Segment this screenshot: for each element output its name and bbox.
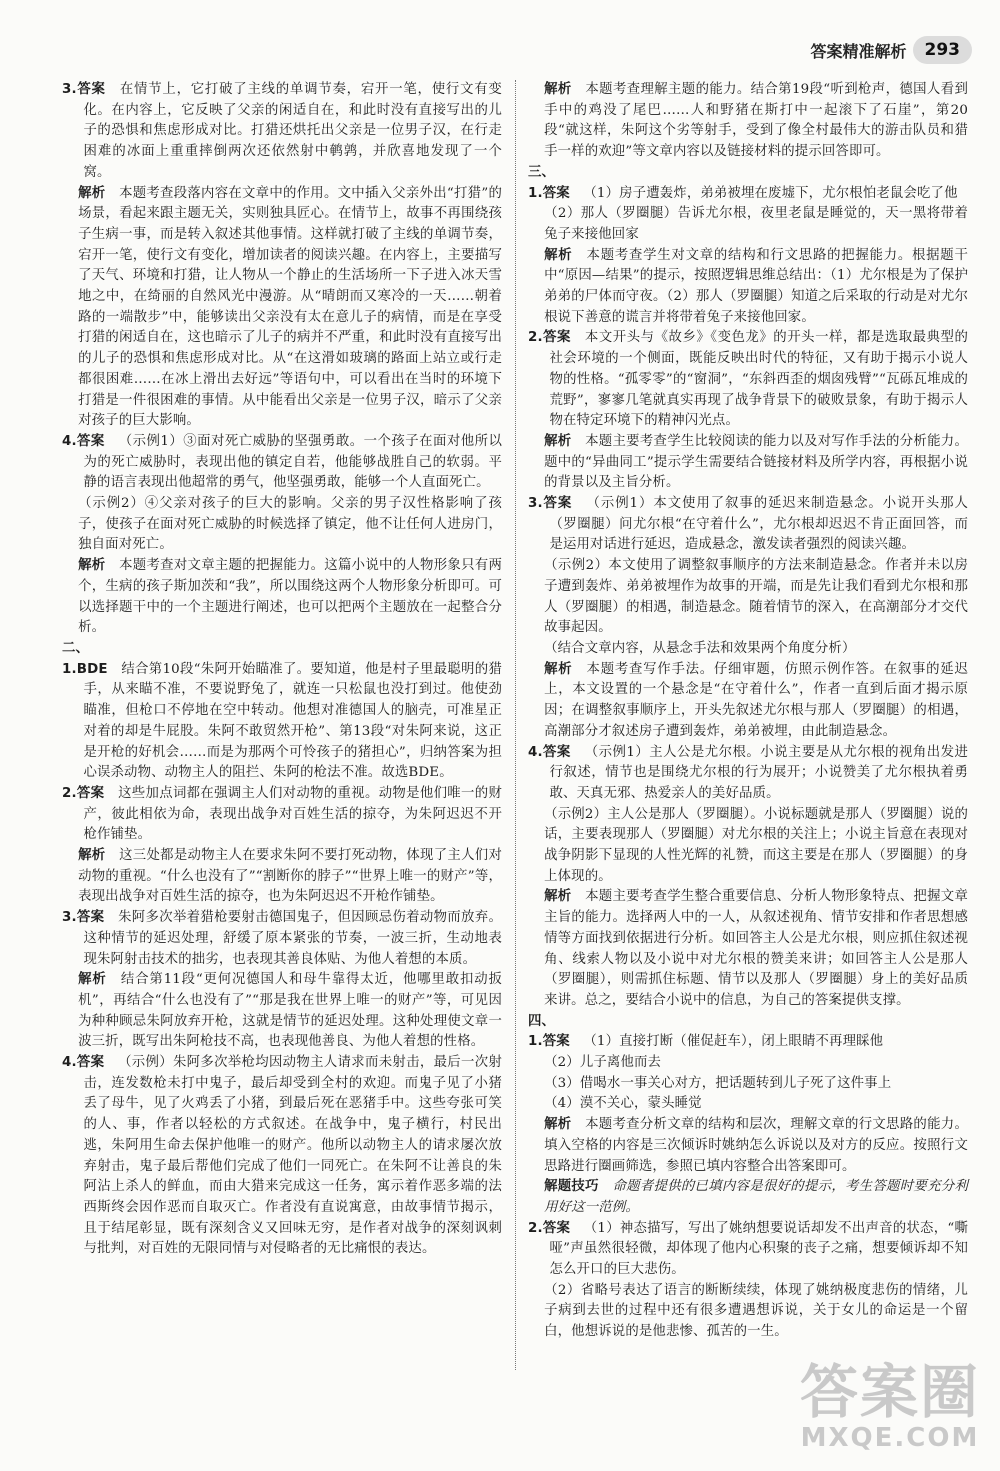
item-number: 2. — [528, 330, 543, 346]
tip-label: 解题技巧 — [544, 1179, 599, 1195]
analysis-label: 解析 — [544, 247, 573, 263]
section-heading: 三、 — [528, 164, 556, 180]
answer-item — [528, 1219, 968, 1281]
item-text: （示例1）本文使用了叙事的延迟来制造悬念。小说开头那人（罗圈腿）问尤尔根“在守着什么”，尤尔根却迟迟不肯正面回答，而是运用对话进行延迟，造成悬念，激发读者强烈的阅读兴趣。 — [549, 496, 968, 553]
answer-continuation: （示例2）④父亲对孩子的巨大的影响。父亲的男子汉性格影响了孩子，使孩子在面对死亡威胁的时候选择了镇定，他不让任何人进房门，独自面对死亡。 — [78, 496, 502, 553]
answer-item — [528, 1032, 968, 1053]
item-label: 答案 — [76, 785, 105, 801]
analysis-text: 本题考查段落内容在文章中的作用。文中插入父亲外出“打猎”的场景，看起来跟主题无关，实则独具匠心。在情节上，故事不再围绕孩子生病一事，而是转入叙述其他事情。这样就打破了主线的单调节奏，宕开一笔，使行文有变化，增加读者的阅读兴趣。在内容上，主要描写了天气、环境和打猎，让人物从一个静止的生活场所一下子进入冰天雪地之中，在绮丽的自然风光中漫游。从“晴朗而又寒冷的一天……朝着路的一端散步”中，能够读出父亲没有太在意儿子的病情，而是在享受打猎的闲适自在，这也暗示了儿子的病并不严重，和此时没有直接写出的儿子的恐惧和焦虑形成对比。从“在这滑如玻璃的路面上站立或行走都很困难……在冰上滑出去好远”等语句中，可以看出在当时的环境下打猎是一件很困难的事情。从中能看出父亲是一位男子汉，暗示了父亲对孩子的巨大影响。 — [78, 185, 502, 429]
item-text: （1）神态描写，写出了姚纳想要说话却发不出声音的状态，“嘶哑”声虽然很轻微，却体现了他内心积聚的丧子之痛，想要倾诉却不知怎么开口的巨大悲伤。 — [549, 1220, 968, 1278]
item-label: 答案 — [542, 1220, 571, 1236]
analysis-block — [62, 556, 502, 639]
answer-continuation: （结合文章内容，从悬念手法和效果两个角度分析） — [544, 640, 856, 656]
analysis-block — [528, 660, 968, 743]
left-column — [62, 80, 502, 1260]
section-heading: 四、 — [528, 1013, 556, 1029]
item-label: 答案 — [542, 744, 571, 760]
answer-item — [62, 432, 502, 494]
analysis-text: 本题考查学生对文章的结构和行文思路的把握能力。根据题干中“原因—结果”的提示，按照逻辑思维总结出：（1）尤尔根是为了保护弟弟的尸体而守夜。（2）那人（罗圈腿）知道之后采取的行动是对尤尔根说下善意的谎言并将带着兔子来接他回家。 — [544, 247, 968, 325]
analysis-text: 本题考查分析文章的结构和层次，理解文章的行文思路的能力。填入空格的内容是三次倾诉时姚纳怎么诉说以及对方的反应。按照行文思路进行圈画筛选，参照已填内容整合出答案即可。 — [544, 1117, 968, 1174]
watermark — [799, 1358, 980, 1453]
item-number: 3. — [62, 910, 77, 926]
tip-text: 命题者提供的已填内容是很好的提示，考生答题时要充分利用好这一范例。 — [544, 1179, 968, 1215]
item-text: 朱阿多次举着猎枪要射击德国鬼子，但因顾忌伤着动物而放弃。这种情节的延迟处理，舒缓了原本紧张的节奏，一波三折，生动地表现朱阿射击技术的拙劣，也表现其善良体贴、为他人着想的本质。 — [83, 910, 502, 967]
analysis-block — [528, 887, 968, 1011]
item-label: 答案 — [542, 185, 570, 201]
analysis-text: 本题考查对文章主题的把握能力。这篇小说中的人物形象只有两个，生病的孩子斯加茨和“我”，所以围绕这两个人物形象分析即可。可以选择题干中的一个主题进行阐述，也可以把两个主题放在一起整合分析。 — [78, 558, 502, 636]
answer-item — [62, 1053, 502, 1260]
analysis-block — [62, 846, 502, 908]
section-heading: 二、 — [62, 640, 90, 656]
analysis-text: 本题主要考查学生比较阅读的能力以及对写作手法的分析能力。题中的“异曲同工”提示学生需要结合链接材料及所学内容，再根据小说的背景以及主旨分析。 — [544, 433, 968, 491]
item-label: 答案 — [542, 496, 573, 512]
watermark-logo: 答案圈 — [799, 1358, 980, 1426]
column-divider — [515, 80, 516, 1370]
answer-continuation: （示例2）本文使用了调整叙事顺序的方法来制造悬念。作者并未以房子遭到轰炸、弟弟被埋作为故事的开端，而是先让我们看到尤尔根和那人（罗圈腿）的相遇，制造悬念。随着情节的深入，在高潮部分才交代故事起因。 — [544, 558, 968, 636]
item-label: 答案 — [76, 82, 106, 97]
answer-item — [528, 494, 968, 556]
item-number: 4. — [528, 744, 543, 760]
item-text: 结合第10段“朱阿开始瞄准了。要知道，他是村子里最聪明的猎手，从来瞄不准，不要说野兔了，就连一只松鼠也没打到过。他使劲瞄准，但枪口不停地在空中转动。他想对准德国人的脑壳，可准星正对着的却是牛屁股。朱阿不敢贸然开枪”、第13段“对朱阿来说，这正是开枪的好机会……而是为那两个可怜孩子的猪担心”，归纳答案为担心误杀动物、动物主人的阻拦、朱阿的枪法不准。故选BDE。 — [83, 661, 502, 781]
analysis-text: 本题考查写作手法。仔细审题，仿照示例作答。在叙事的延迟上，本文设置的一个悬念是“在守着什么”，作者一直到后面才揭示原因；在调整叙事顺序上，开头先叙述尤尔根与那人（罗圈腿）的相遇，高潮部分才叙述房子遭到轰炸，弟弟被埋，由此制造悬念。 — [544, 661, 968, 739]
item-label: 答案 — [542, 330, 571, 346]
analysis-label: 解析 — [78, 972, 107, 988]
analysis-text: 本题考查理解主题的能力。结合第19段“听到枪声，德国人看到手中的鸡没了尾巴……人和野猪在斯打中一起滚下了石崖”，第20段“就这样，朱阿这个劣等射手，受到了像全村最伟大的游击队员和猎手一样的欢迎”等文章内容以及链接材料的提示回答即可。 — [544, 82, 968, 160]
answer-item — [528, 328, 968, 432]
answer-item — [528, 743, 968, 805]
item-number: 2. — [528, 1220, 543, 1236]
page-number: 293 — [913, 36, 973, 64]
analysis-text: 这三处都是动物主人在要求朱阿不要打死动物，体现了主人们对动物的重视。“什么也没有了”“割断你的脖子”“世界上唯一的财产”等，表现出战争对百姓生活的掠夺，也为朱阿迟迟不开枪作铺垫。 — [78, 848, 502, 905]
item-label: 答案 — [76, 910, 105, 926]
answer-item — [62, 784, 502, 846]
item-label: 答案 — [76, 1055, 105, 1071]
analysis-label: 解析 — [544, 889, 572, 905]
analysis-block — [528, 80, 968, 163]
item-number: 4. — [62, 433, 77, 449]
item-text: （示例1）③面对死亡威胁的坚强勇敢。一个孩子在面对他所以为的死亡威胁时，表现出他的镇定自若，他能够战胜自己的软弱。平静的语言表现出他超常的勇气，他坚强勇敢，能够一个人直面死亡。 — [83, 433, 502, 491]
analysis-block — [528, 246, 968, 329]
analysis-block — [62, 970, 502, 1053]
watermark-url: MXQE.COM — [800, 1423, 980, 1453]
analysis-label: 解析 — [544, 661, 573, 677]
item-text: 本文开头与《故乡》《变色龙》的开头一样，都是选取最典型的社会环境的一个侧面，既能反映出时代的特征，又有助于揭示小说人物的性格。“孤零零”的“窗洞”，“东斜西歪的烟囱残臂”“瓦砾瓦堆成的荒野”，寥寥几笔就真实再现了战争背景下的破败景象，有助于揭示人物在特定环境下的精神闪光点。 — [549, 330, 968, 429]
analysis-label: 解析 — [544, 82, 572, 97]
analysis-label: 解析 — [544, 1117, 572, 1133]
right-column — [528, 80, 968, 1343]
answer-continuation: （2）儿子离他而去 — [544, 1055, 662, 1071]
item-label: 答案 — [542, 1034, 570, 1050]
answer-continuation: （2）那人（罗圈腿）告诉尤尔根，夜里老鼠是睡觉的，天一黑将带着兔子来接他回家 — [544, 206, 968, 242]
header-title: 答案精准解析 — [810, 41, 907, 61]
analysis-block — [528, 432, 968, 494]
item-number: 1. — [62, 661, 77, 677]
item-text: （示例）朱阿多次举枪均因动物主人请求而未射击，最后一次射击，连发数枪未打中鬼子，最后却受到全村的欢迎。而鬼子见了小猪丢了母牛，见了火鸡丢了小猪，到最后死在恶猪手中。这些夸张可笑的人、事，作者以轻松的方式叙述。在战争中，鬼子横行，村民出逃，朱阿用生命去保护他唯一的财产。他所以动物主人的请求屡次放弃射击，鬼子最后帮他们完成了他们一同死亡。在朱阿不让善良的朱阿沾上杀人的鲜血，而由大猎来完成这一任务，寓示着作恶多端的法西斯终会因作恶而自取灭亡。作者没有直说寓意，由故事情节揭示，且于结尾彰显，既有深刻含义又回味无穷，是作者对战争的深刻讽刺与批判，对百姓的无限同情与对侵略者的无比痛恨的表达。 — [83, 1055, 502, 1257]
answer-item — [528, 184, 968, 205]
item-label: 答案 — [76, 433, 105, 449]
item-text: 在情节上，它打破了主线的单调节奏，宕开一笔，使行文有变化。在内容上，它反映了父亲的闲适自在，和此时没有直接写出的儿子的恐惧和焦虑形成对比。打猎还烘托出父亲是一位男子汉，在行走困难的冰面上重重摔倒两次还依然射中鹌鹑，并欣喜地发现了一个窝。 — [83, 82, 502, 180]
analysis-block — [62, 184, 502, 432]
answer-continuation: （示例2）主人公是那人（罗圈腿）。小说标题就是那人（罗圈腿）说的话，主要表现那人（罗圈腿）对尤尔根的关注上；小说主旨意在表现对战争阴影下显现的人性光辉的礼赞，而这主要是在那人（罗圈腿）的身上体现的。 — [544, 806, 968, 884]
item-number: 2. — [62, 785, 77, 801]
item-text: （1）直接打断（催促赶车），闭上眼睛不再理睬他 — [583, 1034, 884, 1050]
tip-block — [528, 1177, 968, 1218]
item-number: 3. — [528, 496, 543, 512]
analysis-block — [528, 1115, 968, 1177]
analysis-label: 解析 — [78, 185, 106, 201]
item-text: （1）房子遭轰炸，弟弟被埋在废墟下，尤尔根怕老鼠会吃了他 — [583, 185, 958, 201]
page-header — [810, 30, 972, 70]
answer-item — [62, 908, 502, 970]
analysis-label: 解析 — [78, 558, 106, 574]
answer-item — [62, 660, 502, 784]
item-number: 4. — [62, 1055, 77, 1071]
item-label: BDE — [76, 661, 108, 677]
item-text: （示例1）主人公是尤尔根。小说主要是从尤尔根的视角出发进行叙述，情节也是围绕尤尔根的行为展开；小说赞美了尤尔根执着勇敢、天真无邪、热爱亲人的美好品质。 — [549, 744, 968, 801]
answer-continuation: （2）省略号表达了语言的断断续续，体现了姚纳极度悲伤的情绪，儿子病到去世的过程中还有很多遭遇想诉说，关于女儿的命运是一个留白，他想诉说的是他悲惨、孤苦的一生。 — [544, 1282, 968, 1340]
item-text: 这些加点词都在强调主人们对动物的重视。动物是他们唯一的财产，彼此相依为命，表现出战争对百姓生活的掠夺，为朱阿迟迟不开枪作铺垫。 — [83, 785, 502, 843]
analysis-text: 结合第11段“更何况德国人和母牛靠得太近，他哪里敢扣动扳机”，再结合“什么也没有了”“那是我在世界上唯一的财产”等，可见因为种种顾忌朱阿放弃开枪，这就是情节的延迟处理。这种处理使文章一波三折，既写出朱阿枪技不高，也表现他善良、为他人着想的性格。 — [78, 972, 502, 1050]
answer-continuation: （3）借喝水一事关心对方，把话题转到儿子死了这件事上 — [544, 1075, 892, 1091]
item-number: 1. — [528, 185, 543, 201]
analysis-label: 解析 — [78, 848, 106, 864]
answer-item — [62, 80, 502, 184]
item-number: 3. — [62, 82, 77, 97]
analysis-text: 本题主要考查学生整合重要信息、分析人物形象特点、把握文章主旨的能力。选择两人中的一人，从叙述视角、情节安排和作者思想感情等方面找到依据进行分析。如回答主人公是尤尔根，则应抓住叙述视角、线索人物以及小说中对尤尔根的赞美来讲；如回答主人公是那人（罗圈腿），则需抓住标题、情节以及那人（罗圈腿）身上的美好品质来讲。总之，要结合小说中的信息，为自己的答案提供支撑。 — [544, 889, 968, 1008]
answer-continuation: （4）漠不关心，蒙头睡觉 — [544, 1096, 702, 1112]
item-number: 1. — [528, 1034, 543, 1050]
analysis-label: 解析 — [544, 433, 572, 449]
